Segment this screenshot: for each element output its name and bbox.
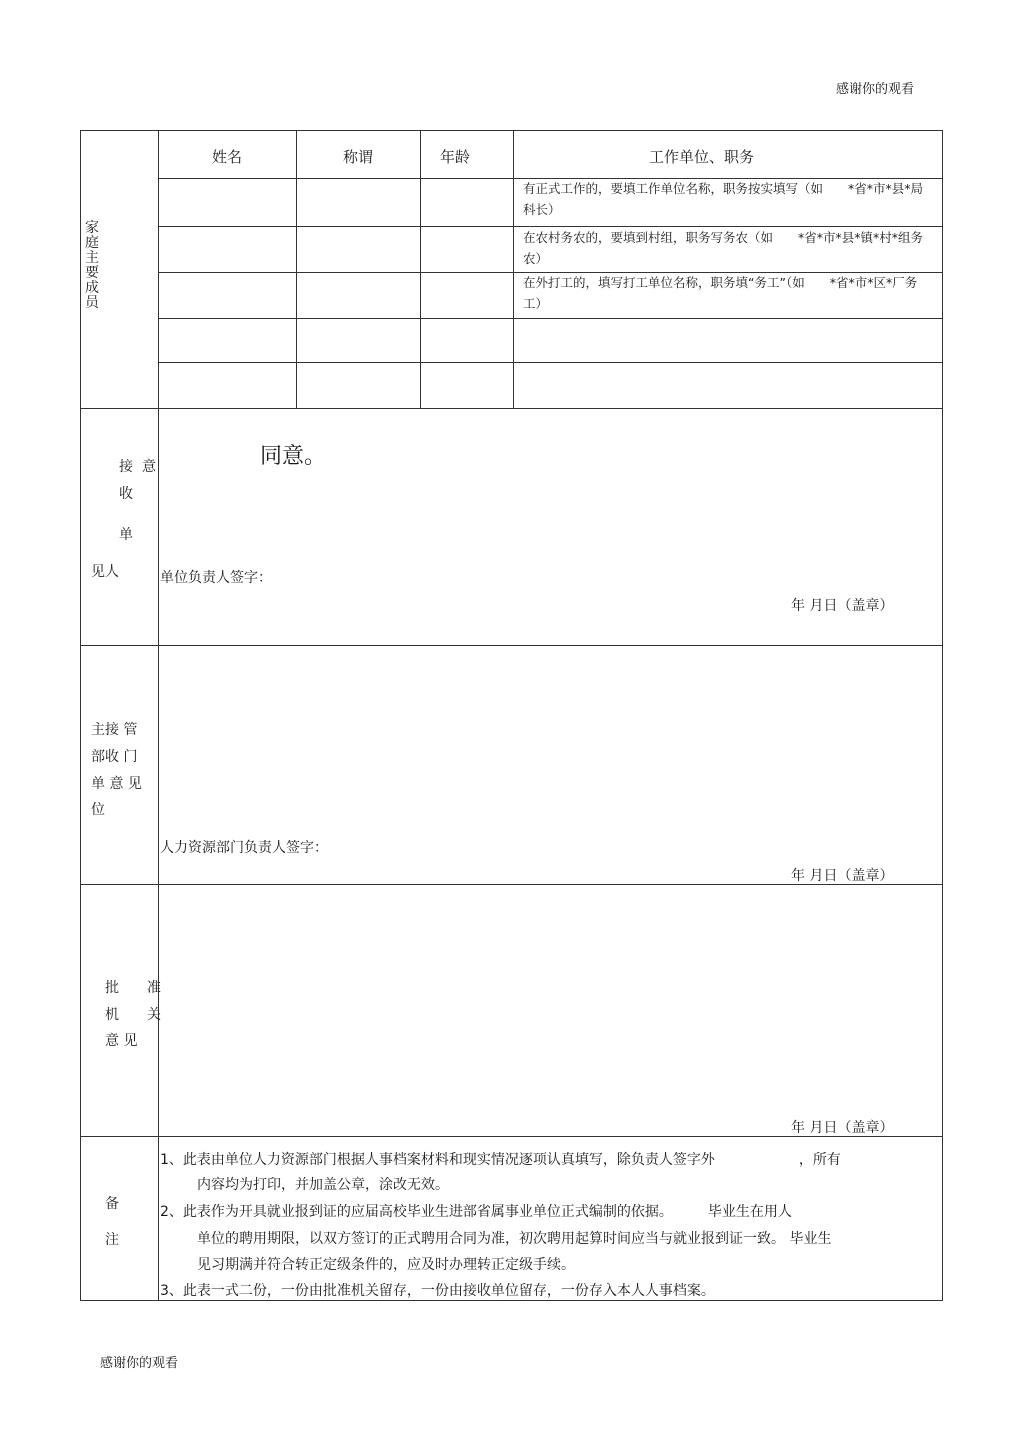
supervisor-signature-label: 人力资源部门负责人签字： bbox=[160, 840, 328, 856]
family-section-label: 家庭主要成员 bbox=[85, 220, 99, 311]
remark-item-2-line-1: 2、此表作为开具就业报到证的应届高校毕业生进部省属事业单位正式编制的依据。 毕业生在用人 bbox=[160, 1204, 792, 1220]
row-hint-migrant-worker: 在外打工的，填写打工单位名称，职务填“务工”（如 *省*市*区*厂务工） bbox=[523, 275, 918, 311]
col-divider-3 bbox=[513, 131, 514, 408]
col-divider-1 bbox=[296, 131, 297, 408]
remarks-label-bei: 备 bbox=[105, 1196, 119, 1212]
receiving-date-seal: 年 月日（盖章） bbox=[791, 598, 894, 614]
label-column-divider bbox=[158, 131, 159, 1301]
row-hint-formal-job: 有正式工作的，要填工作单位名称，职务按实填写（如 *省*市*县*局科长） bbox=[523, 181, 924, 217]
row-divider-4 bbox=[158, 318, 943, 319]
form-table bbox=[80, 130, 943, 1301]
col-header-age: 年龄 bbox=[440, 148, 471, 166]
supervisor-label-line-2: 部收 门 bbox=[91, 749, 138, 765]
approval-label-line-1: 批 准 bbox=[105, 980, 161, 996]
col-divider-2 bbox=[420, 131, 421, 408]
supervisor-date-seal: 年 月日（盖章） bbox=[791, 868, 894, 884]
col-header-employer: 工作单位、职务 bbox=[649, 148, 755, 166]
approval-label-line-3: 意 见 bbox=[105, 1033, 138, 1049]
receiving-label-jianren: 见人 bbox=[91, 564, 119, 580]
receiving-label-shou: 收 bbox=[119, 486, 133, 502]
section-divider-family bbox=[81, 408, 943, 409]
section-divider-receiving bbox=[81, 645, 943, 646]
remark-item-1-line-1: 1、此表由单位人力资源部门根据人事档案材料和现实情况逐项认真填写，除负责人签字外 ，所有 bbox=[160, 1152, 841, 1168]
receiving-opinion: 同意。 bbox=[260, 444, 327, 469]
footer-note: 感谢你的观看 bbox=[100, 1356, 179, 1371]
col-header-name: 姓名 bbox=[212, 148, 243, 166]
supervisor-label-line-3: 单 意 见 bbox=[91, 776, 142, 792]
approval-label-line-2: 机 关 bbox=[105, 1007, 161, 1023]
row-hint-farmer: 在农村务农的，要填到村组，职务写务农（如 *省*市*县*镇*村*组务农） bbox=[523, 230, 924, 266]
receiving-label-jie: 接 bbox=[119, 459, 133, 475]
remark-item-2-line-2: 单位的聘用期限，以双方签订的正式聘用合同为准，初次聘用起算时间应当与就业报到证一致。 毕业生 bbox=[197, 1231, 832, 1247]
col-header-relation: 称谓 bbox=[343, 148, 374, 166]
supervisor-label-line-1: 主接 管 bbox=[91, 722, 138, 738]
approval-date-seal: 年 月日（盖章） bbox=[791, 1120, 894, 1136]
receiving-label-yi: 意 bbox=[142, 459, 156, 475]
remark-item-3: 3、此表一式二份，一份由批准机关留存，一份由接收单位留存，一份存入本人人事档案。 bbox=[160, 1283, 715, 1299]
remarks-label-zhu: 注 bbox=[105, 1232, 119, 1248]
row-divider-5 bbox=[158, 362, 943, 363]
remark-item-2-line-3: 见习期满并符合转正定级条件的，应及时办理转正定级手续。 bbox=[197, 1257, 575, 1273]
receiving-label-dan: 单 bbox=[119, 527, 133, 543]
remark-item-1-line-2: 内容均为打印，并加盖公章，涂改无效。 bbox=[197, 1177, 449, 1193]
supervisor-label-line-4: 位 bbox=[91, 802, 105, 818]
header-note: 感谢你的观看 bbox=[836, 82, 915, 97]
receiving-signature-label: 单位负责人签字： bbox=[160, 570, 272, 586]
